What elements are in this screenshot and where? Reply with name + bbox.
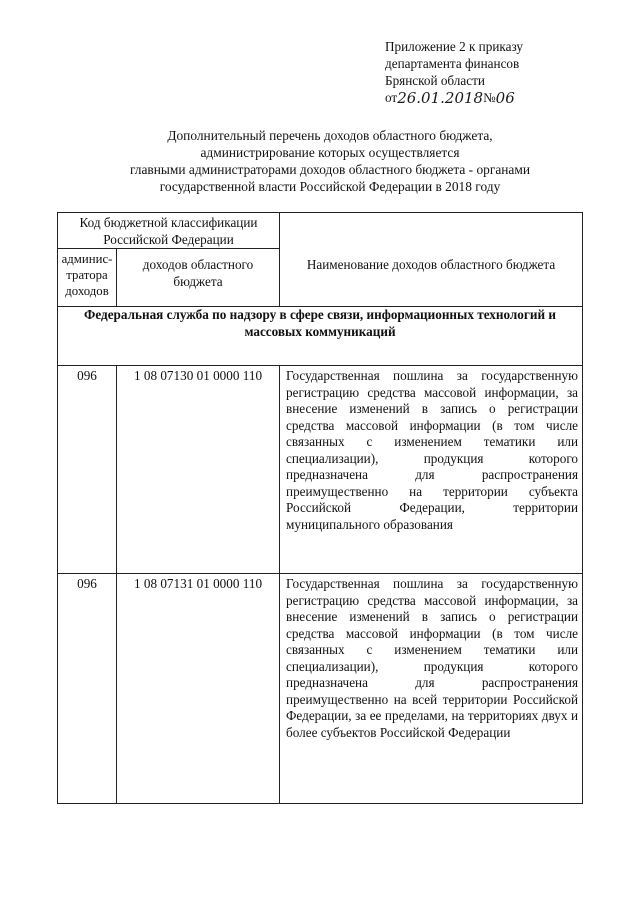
row-income-name-text: Государственная пошлина за государственную регистрацию средства массовой информации, за внесение изменений в запись о регистрации средства массовой информации (в том числе связанных с изменением тематики или специализации), продукция которого предназначена для распространения преимущественно на территории субъекта Российской Федерации, территории муниципального образования: [286, 368, 579, 532]
appendix-line-1: Приложение 2 к приказу: [385, 39, 523, 54]
order-number-label: №: [483, 90, 496, 105]
appendix-header: [385, 38, 523, 106]
order-date-handwritten: 26.01.2018: [397, 89, 484, 107]
row-admin-code: 096: [58, 574, 117, 804]
title-line-3: главными администраторами доходов областного бюджета - органами: [129, 162, 531, 177]
appendix-line-3: Брянской области: [385, 73, 485, 88]
header-revenue-name: Наименование доходов областного бюджета: [280, 213, 583, 307]
order-number-handwritten: 06: [495, 89, 515, 107]
order-prefix: от: [385, 90, 398, 105]
table-row: [58, 574, 583, 804]
section-title: Федеральная служба по надзору в сфере связи, информационных технологий и массовых коммуникаций: [58, 307, 583, 366]
table-header-row: [58, 213, 583, 249]
row-income-code: 1 08 07131 01 0000 110: [117, 574, 280, 804]
title-line-1: Дополнительный перечень доходов областного бюджета,: [167, 128, 493, 143]
row-income-code: 1 08 07130 01 0000 110: [117, 366, 280, 574]
row-income-name-text: Государственная пошлина за государственную регистрацию средства массовой информации, за внесение изменений в запись о регистрации средства массовой информации (в том числе связанных с изменением тематики или специализации), продукция которого предназначена для распространения преимущественно на всей территории Российской Федерации, за ее пределами, на территориях двух и более субъектов Российской Федерации: [286, 576, 579, 740]
title-line-4: государственной власти Российской Федерации в 2018 году: [159, 179, 501, 194]
header-classification-code: Код бюджетной классификации Российской Федерации: [58, 213, 280, 249]
section-row: [58, 307, 583, 366]
appendix-line-2: департамента финансов: [385, 56, 520, 71]
row-income-name: [280, 574, 583, 804]
table-row: [58, 366, 583, 574]
row-admin-code: 096: [58, 366, 117, 574]
title-line-2: администрирование которых осуществляется: [200, 145, 460, 160]
revenue-table: [57, 212, 583, 804]
row-income-name: [280, 366, 583, 574]
document-title: [70, 127, 590, 195]
header-income-code: доходов областного бюджета: [117, 249, 280, 307]
order-reference: [385, 89, 523, 106]
header-administrator: админис-тратора доходов: [58, 249, 117, 307]
